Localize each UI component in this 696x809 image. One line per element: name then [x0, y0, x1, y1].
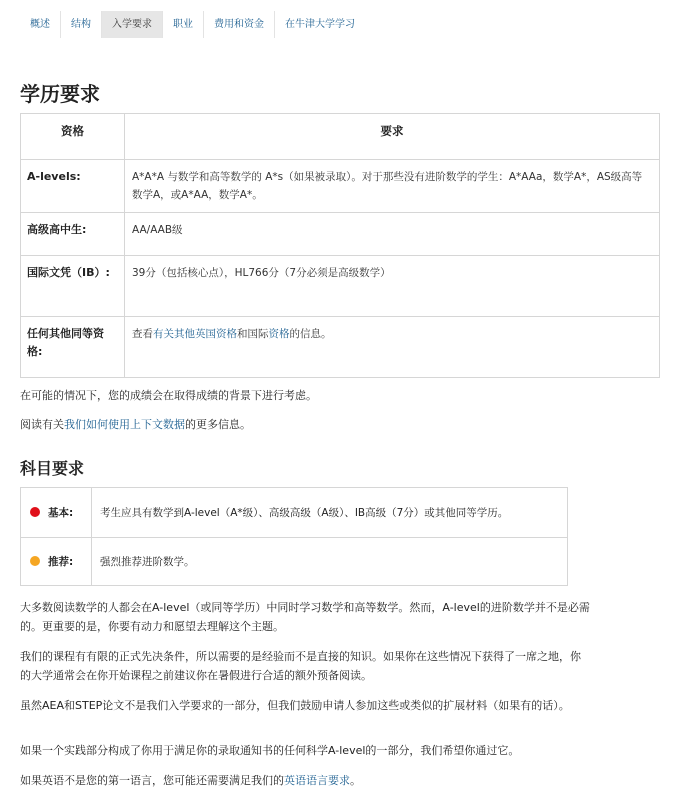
subject-requirements-heading: 科目要求 [20, 459, 85, 478]
english-language-requirements-link[interactable]: 英语语言要求 [284, 774, 350, 787]
row-value-a-levels: A*A*A 与数学和高等数学的 A*s（如果被录取）。对于那些没有进阶数学的学生：A*AAa，数学A*，AS级高等数学A，或A*AA，数学A*。 [125, 160, 660, 213]
row-value-ib: 39分（包括核心点），HL766分（7分必须是高级数学） [125, 256, 660, 317]
subject-requirements-table [20, 487, 568, 586]
english-pre: 如果英语不是您的第一语言，您可能还需要满足我们的 [20, 774, 284, 787]
recommended-label: 推荐: [48, 556, 74, 568]
essential-label-cell [21, 488, 92, 538]
tab-overview[interactable]: 概述 [20, 11, 61, 38]
recommended-label-cell [21, 538, 92, 586]
row-label-a-levels: A-levels: [21, 160, 125, 213]
other-uk-qualifications-link[interactable]: 有关其他英国资格 [153, 328, 237, 340]
paragraph-prerequisites: 我们的课程有有限的正式先决条件，所以需要的是经验而不是直接的知识。如果你在这些情况下获得了一席之地，你的大学通常会在你开始课程之前建议你在暑假进行合适的额外预备阅读。 [20, 650, 581, 682]
row-label-advanced-highers: 高级高中生: [21, 213, 125, 256]
other-text-mid: 和国际 [237, 328, 269, 340]
english-post: 。 [350, 774, 361, 787]
international-qualifications-link[interactable]: 资格 [268, 328, 290, 340]
paragraph-practical: 如果一个实践部分构成了你用于满足你的录取通知书的任何科学A-level的一部分，我们希望你通过它。 [20, 744, 520, 757]
read-more-pre: 阅读有关 [20, 418, 64, 431]
row-label-other: 任何其他同等资格: [21, 317, 125, 378]
essential-value: 考生应具有数学到A-level（A*级）、高级高级（A级）、IB高级（7分）或其他同等学历。 [92, 488, 568, 538]
contextual-data-link[interactable]: 我们如何使用上下文数据 [64, 418, 185, 431]
other-text-post: 的信息。 [289, 328, 332, 340]
recommended-orange-dot-icon [30, 556, 40, 566]
tab-structure[interactable]: 结构 [61, 11, 102, 38]
table-row [21, 488, 568, 538]
read-more-post: 的更多信息。 [185, 418, 251, 431]
requirement-header: 要求 [125, 114, 660, 160]
context-note: 在可能的情况下，您的成绩会在取得成绩的背景下进行考虑。 [20, 389, 317, 402]
education-requirements-heading: 学历要求 [20, 82, 100, 106]
essential-red-dot-icon [30, 507, 40, 517]
table-row [21, 213, 660, 256]
row-value-advanced-highers: AA/AAB级 [125, 213, 660, 256]
row-label-ib: 国际文凭（IB）: [21, 256, 125, 317]
paragraph-aea-step: 虽然AEA和STEP论文不是我们入学要求的一部分，但我们鼓励申请人参加这些或类似的扩展材料（如果有的话）。 [20, 699, 570, 712]
tab-study-at-oxford[interactable]: 在牛津大学学习 [285, 19, 355, 30]
section-tabs [20, 11, 365, 38]
recommended-value: 强烈推荐进阶数学。 [92, 538, 568, 586]
contextual-data-note [20, 415, 590, 434]
tab-entry-requirements[interactable]: 入学要求 [102, 11, 163, 38]
paragraph-further-maths: 大多数阅读数学的人都会在A-level（或同等学历）中同时学习数学和高等数学。然而，A-level的进阶数学并不是必需的。更重要的是，你要有动力和愿望去理解这个主题。 [20, 601, 590, 633]
tab-careers[interactable]: 职业 [163, 11, 204, 38]
qualification-header: 资格 [21, 114, 125, 160]
qualifications-table [20, 113, 660, 378]
table-header-row [21, 114, 660, 160]
other-text-pre: 查看 [132, 328, 153, 340]
table-row [21, 160, 660, 213]
tab-fees-funding[interactable]: 费用和资金 [204, 11, 275, 38]
table-row [21, 538, 568, 586]
paragraph-english [20, 771, 590, 790]
row-value-other [125, 317, 660, 378]
table-row [21, 317, 660, 378]
essential-label: 基本: [48, 507, 74, 519]
table-row [21, 256, 660, 317]
